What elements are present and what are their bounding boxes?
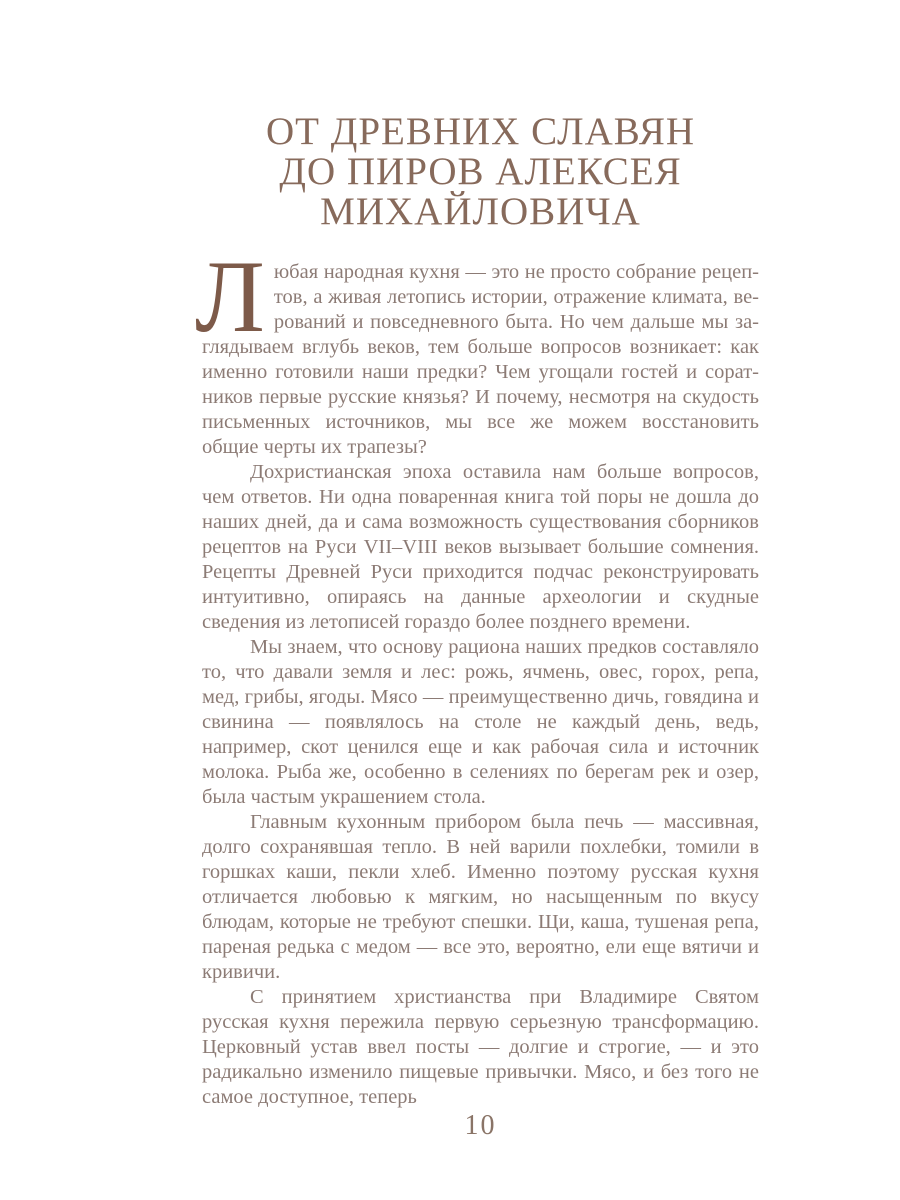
paragraph: Дохристианская эпоха оставила нам больше вопросов, чем ответов. Ни одна поваренная книга той поры не дошла до наших дней, да и сама возможность существования сборников рецептов на Руси VII–VIII веков вызывает большие сомнения. Рецепты Древней Руси приходится подчас реконструировать интуитивно, опираясь на данные археологии и скудные сведения из летописей гораздо более позднего времени. bbox=[202, 461, 759, 633]
chapter-title-line: МИХАЙЛОВИЧА bbox=[320, 190, 641, 233]
chapter-title bbox=[202, 112, 759, 232]
paragraph: Главным кухонным прибором была печь — массивная, долго сохранявшая тепло. В ней варили похлебки, томили в горшках каши, пекли хлеб. Именно поэтому русская кухня отличается любовью к мягким, но насыщенным по вкусу блюдам, которые не требуют спешки. Щи, каша, тушеная репа, пареная редька с медом — все это, вероятно, ели еще вятичи и кривичи. bbox=[202, 811, 759, 983]
chapter-body bbox=[195, 240, 759, 1110]
chapter-title-line: ОТ ДРЕВНИХ СЛАВЯН bbox=[265, 110, 695, 153]
paragraph: Мы знаем, что основу рациона наших предков составляло то, что давали земля и лес: рожь, ячмень, овес, горох, репа, мед, грибы, ягоды. Мясо — преимущественно дичь, говядина и свинина — появлялось на столе не каждый день, ведь, например, скот ценился еще и как рабочая сила и источник молока. Рыба же, особенно в селениях по берегам рек и озер, была частым украшением стола. bbox=[202, 636, 759, 808]
paragraph: С принятием христианства при Владимире Святом русская кухня пережила первую серьезную трансформацию. Церковный устав ввел посты — долгие и строгие, — и это радикально изменило пищевые привычки. Мясо, и без того не самое доступное, теперь bbox=[202, 986, 759, 1108]
paragraph-text: юбая народная кухня — это не просто собрание рецептов, а живая летопись истории, отражение климата, верований и повседневного быта. Но чем дальше мы заглядываем вглубь веков, тем больше вопросов возникает: как именно готовили наши предки? Чем угощали гостей и соратников первые русские князья? И почему, несмотря на скудость письменных источников, мы все же можем восстановить общие черты их трапезы? bbox=[202, 261, 759, 458]
paragraph bbox=[195, 240, 759, 460]
chapter-title-line: ДО ПИРОВ АЛЕКСЕЯ bbox=[279, 150, 682, 193]
page-number: 10 bbox=[464, 1110, 497, 1141]
drop-cap: Л bbox=[195, 240, 265, 354]
